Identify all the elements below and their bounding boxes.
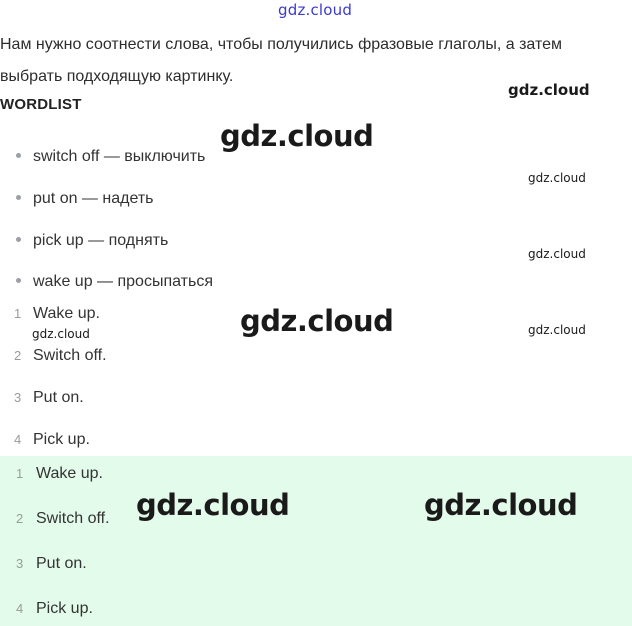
watermark: gdz.cloud xyxy=(220,119,374,153)
list-item-text: Switch off. xyxy=(36,510,110,527)
numbered-list-item xyxy=(14,303,100,325)
list-number: 2 xyxy=(16,511,24,526)
list-item-text: Switch off. xyxy=(33,347,107,364)
wordlist-item-text: switch off — выключить xyxy=(33,148,206,165)
bullet-icon xyxy=(16,278,21,283)
watermark: gdz.cloud xyxy=(508,81,590,99)
list-number: 2 xyxy=(14,348,22,363)
bullet-icon xyxy=(16,153,21,158)
list-number: 4 xyxy=(14,432,22,447)
intro-paragraph: Нам нужно соотнести слова, чтобы получились фразовые глаголы, а затем выбрать подходящую картинку. xyxy=(0,36,563,85)
watermark: gdz.cloud xyxy=(240,304,394,338)
list-item-text: Pick up. xyxy=(36,600,93,617)
list-item-text: Put on. xyxy=(36,555,87,572)
wordlist-item-text: put on — надеть xyxy=(33,190,154,207)
list-item-text: Put on. xyxy=(33,389,84,406)
numbered-list-item xyxy=(14,429,90,451)
wordlist-item xyxy=(16,230,168,252)
numbered-list-item xyxy=(14,387,84,409)
list-item-text: Pick up. xyxy=(33,431,90,448)
wordlist-title: WORDLIST xyxy=(0,96,82,113)
answer-list-item xyxy=(16,553,87,575)
bullet-icon xyxy=(16,237,21,242)
watermark: gdz.cloud xyxy=(424,488,578,522)
watermark: gdz.cloud xyxy=(136,488,290,522)
wordlist-item-text: pick up — поднять xyxy=(33,232,169,249)
numbered-list-item xyxy=(14,345,107,367)
list-number: 3 xyxy=(14,390,22,405)
answer-list-item xyxy=(16,598,93,620)
wordlist-item xyxy=(16,271,213,293)
wordlist-item xyxy=(16,188,153,210)
list-number: 4 xyxy=(16,601,24,616)
list-item-text: Wake up. xyxy=(36,465,103,482)
list-number: 1 xyxy=(14,306,22,321)
wordlist-item xyxy=(16,146,205,168)
bullet-icon xyxy=(16,195,21,200)
list-number: 1 xyxy=(16,466,24,481)
watermark: gdz.cloud xyxy=(32,327,90,341)
answer-list-item xyxy=(16,508,110,530)
watermark: gdz.cloud xyxy=(528,247,586,261)
list-number: 3 xyxy=(16,556,24,571)
watermark: gdz.cloud xyxy=(528,323,586,337)
watermark: gdz.cloud xyxy=(528,171,586,185)
list-item-text: Wake up. xyxy=(33,305,100,322)
answer-list-item xyxy=(16,463,103,485)
site-logo[interactable]: gdz.cloud xyxy=(278,1,353,19)
wordlist-item-text: wake up — просыпаться xyxy=(33,273,213,290)
